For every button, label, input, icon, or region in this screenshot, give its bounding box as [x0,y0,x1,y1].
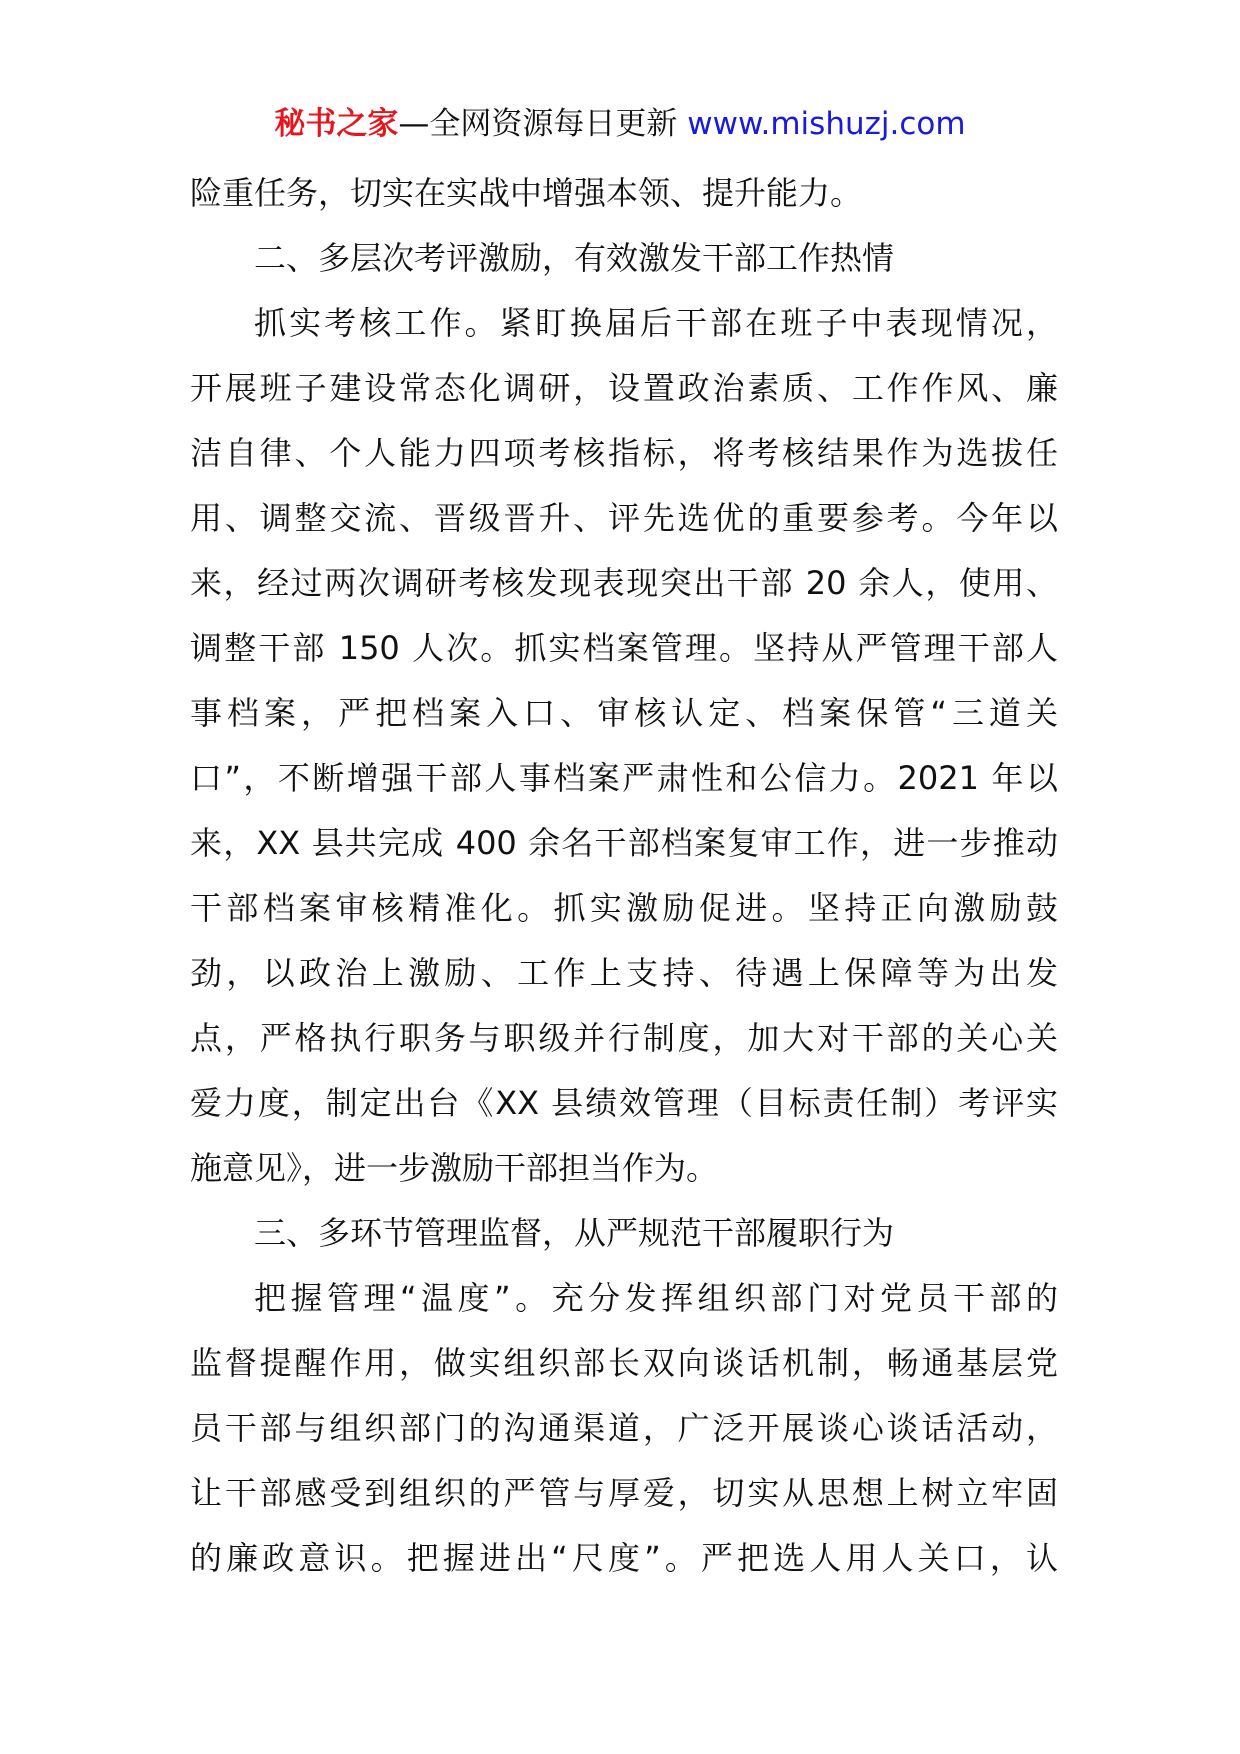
paragraph-line: 用、调整交流、晋级晋升、评先选优的重要参考。今年以 [190,499,1058,537]
site-brand: 秘书之家 [274,106,399,142]
paragraph-line: 监督提醒作用，做实组织部长双向谈话机制，畅通基层党 [190,1344,1058,1382]
paragraph-line: 爱力度，制定出台《XX 县绩效管理（目标责任制）考评实 [190,1084,1058,1122]
paragraph-line: 调整干部 150 人次。抓实档案管理。坚持从严管理干部人 [190,629,1058,667]
paragraph-line: 劲，以政治上激励、工作上支持、待遇上保障等为出发 [190,954,1058,992]
paragraph-line: 口”，不断增强干部人事档案严肃性和公信力。2021 年以 [190,759,1058,797]
paragraph-line: 事档案，严把档案入口、审核认定、档案保管“三道关 [190,694,1058,732]
paragraph-line: 抓实考核工作。紧盯换届后干部在班子中表现情况， [254,304,1058,342]
paragraph-line: 施意见》，进一步激励干部担当作为。 [190,1149,719,1187]
section-heading: 二、多层次考评激励，有效激发干部工作热情 [254,239,895,277]
document-body [190,161,1058,1591]
paragraph-line: 洁自律、个人能力四项考核指标，将考核结果作为选拔任 [190,434,1058,472]
paragraph-line: 员干部与组织部门的沟通渠道，广泛开展谈心谈话活动， [190,1409,1058,1447]
paragraph-line: 干部档案审核精准化。抓实激励促进。坚持正向激励鼓 [190,889,1058,927]
section-heading: 三、多环节管理监督，从严规范干部履职行为 [254,1214,895,1252]
paragraph-line: 来，经过两次调研考核发现表现突出干部 20 余人，使用、 [190,564,1058,602]
paragraph-line: 让干部感受到组织的严管与厚爱，切实从思想上树立牢固 [190,1474,1058,1512]
paragraph-line: 点，严格执行职务与职级并行制度，加大对干部的关心关 [190,1019,1058,1057]
paragraph-line: 来，XX 县共完成 400 余名干部档案复审工作，进一步推动 [190,824,1058,862]
paragraph-line: 开展班子建设常态化调研，设置政治素质、工作作风、廉 [190,369,1058,407]
site-tagline: —全网资源每日更新 [398,106,678,142]
paragraph-line: 的廉政意识。把握进出“尺度”。严把选人用人关口，认 [190,1539,1058,1577]
paragraph-line: 把握管理“温度”。充分发挥组织部门对党员干部的 [254,1279,1058,1317]
paragraph-line: 险重任务，切实在实战中增强本领、提升能力。 [190,174,863,212]
site-url-link[interactable]: www.mishuzj.com [687,106,966,142]
site-header [0,102,1240,146]
